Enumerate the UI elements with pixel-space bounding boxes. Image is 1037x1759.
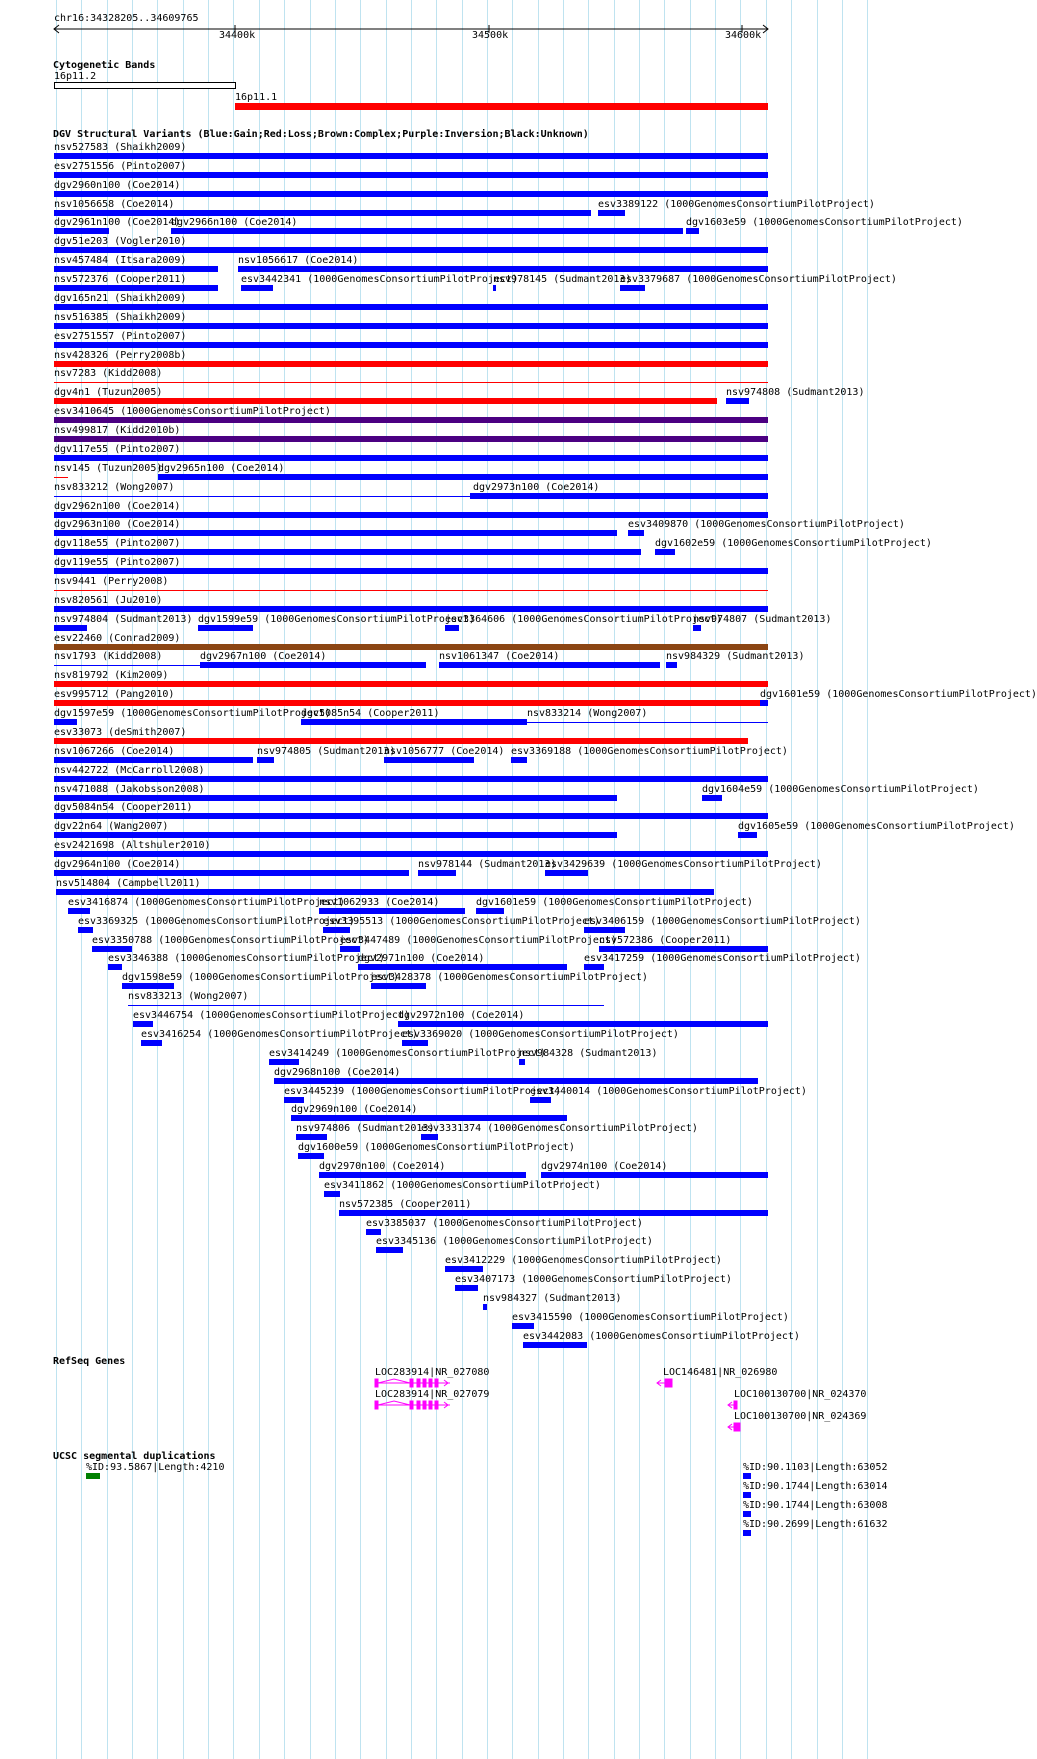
variant-bar[interactable] xyxy=(54,738,748,744)
grid-line xyxy=(386,0,387,1759)
variant-bar[interactable] xyxy=(257,757,274,763)
variant-bar[interactable] xyxy=(301,719,527,725)
variant-label: esv3440014 (1000GenomesConsortiumPilotProject) xyxy=(530,1086,807,1097)
variant-bar[interactable] xyxy=(598,210,625,216)
variant-label: dgv1604e59 (1000GenomesConsortiumPilotProject) xyxy=(702,784,979,795)
variant-bar[interactable] xyxy=(54,625,87,631)
grid-line xyxy=(766,0,767,1759)
variant-label: nsv833214 (Wong2007) xyxy=(527,708,648,719)
variant-label: dgv2963n100 (Coe2014) xyxy=(54,519,181,530)
variant-label: nsv499817 (Kidd2010b) xyxy=(54,425,181,436)
variant-bar[interactable] xyxy=(133,1021,153,1027)
variant-bar[interactable] xyxy=(54,813,768,819)
variant-label: nsv984329 (Sudmant2013) xyxy=(666,651,805,662)
variant-bar[interactable] xyxy=(512,1323,534,1329)
variant-bar[interactable] xyxy=(54,568,768,574)
variant-bar[interactable] xyxy=(371,983,426,989)
variant-label: esv3369325 (1000GenomesConsortiumPilotProject) xyxy=(78,916,355,927)
track-title-refseq-genes[interactable]: RefSeq Genes xyxy=(53,1356,126,1367)
variant-label: dgv4n1 (Tuzun2005) xyxy=(54,387,163,398)
variant-bar[interactable] xyxy=(158,474,768,480)
gene-label: LOC283914|NR_027079 xyxy=(375,1389,490,1400)
grid-line xyxy=(360,0,361,1759)
variant-label: nsv978145 (Sudmant2013) xyxy=(493,274,632,285)
variant-label: dgv2971n100 (Coe2014) xyxy=(358,953,485,964)
variant-bar[interactable] xyxy=(319,908,465,914)
variant-label: nsv974804 (Sudmant2013) xyxy=(54,614,193,625)
grid-line xyxy=(817,0,818,1759)
gene-model-nr-026980 xyxy=(657,1379,672,1387)
variant-label: dgv2960n100 (Coe2014) xyxy=(54,180,181,191)
variant-label: esv3379687 (1000GenomesConsortiumPilotProject) xyxy=(620,274,897,285)
variant-bar[interactable] xyxy=(376,1247,403,1253)
segdup-feature[interactable] xyxy=(743,1473,751,1479)
grid-line xyxy=(538,0,539,1759)
gene-model-nr-027080 xyxy=(375,1379,450,1387)
variant-bar[interactable] xyxy=(54,700,768,706)
ruler-position-label: chr16:34328205..34609765 xyxy=(54,13,199,24)
variant-bar[interactable] xyxy=(54,477,68,478)
gene-model-nr-024369 xyxy=(728,1423,740,1431)
variant-bar[interactable] xyxy=(530,1097,551,1103)
grid-line xyxy=(436,0,437,1759)
variant-label: nsv1056617 (Coe2014) xyxy=(238,255,359,266)
variant-bar[interactable] xyxy=(54,455,768,461)
variant-bar[interactable] xyxy=(402,1040,428,1046)
variant-bar[interactable] xyxy=(584,964,604,970)
variant-bar[interactable] xyxy=(54,644,768,650)
variant-label: dgv1603e59 (1000GenomesConsortiumPilotProject) xyxy=(686,217,963,228)
variant-label: dgv2970n100 (Coe2014) xyxy=(319,1161,446,1172)
variant-bar[interactable] xyxy=(738,832,757,838)
variant-label: dgv1605e59 (1000GenomesConsortiumPilotProject) xyxy=(738,821,1015,832)
variant-label: dgv117e55 (Pinto2007) xyxy=(54,444,181,455)
variant-bar[interactable] xyxy=(296,1134,327,1140)
variant-label: nsv984328 (Sudmant2013) xyxy=(519,1048,658,1059)
variant-bar[interactable] xyxy=(54,342,768,348)
grid-line xyxy=(411,0,412,1759)
grid-line xyxy=(487,0,488,1759)
variant-label: esv3345136 (1000GenomesConsortiumPilotProject) xyxy=(376,1236,653,1247)
variant-bar[interactable] xyxy=(686,228,699,234)
variant-bar[interactable] xyxy=(54,172,768,178)
variant-label: dgv2974n100 (Coe2014) xyxy=(541,1161,668,1172)
gene-model-nr-027079 xyxy=(375,1401,450,1409)
variant-bar[interactable] xyxy=(693,625,701,631)
grid-line xyxy=(639,0,640,1759)
segdup-feature[interactable] xyxy=(86,1473,100,1479)
variant-label: nsv527583 (Shaikh2009) xyxy=(54,142,187,153)
variant-bar[interactable] xyxy=(54,870,409,876)
variant-label: nsv471088 (Jakobsson2008) xyxy=(54,784,205,795)
variant-bar[interactable] xyxy=(54,304,768,310)
ruler-scale[interactable] xyxy=(0,22,890,62)
variant-bar[interactable] xyxy=(54,496,470,497)
grid-line xyxy=(614,0,615,1759)
gene-model-nr-024370 xyxy=(728,1401,737,1409)
variant-label: dgv2968n100 (Coe2014) xyxy=(274,1067,401,1078)
tick-label-34500k: 34500k xyxy=(472,30,509,41)
variant-bar[interactable] xyxy=(108,964,122,970)
variant-label: nsv572386 (Cooper2011) xyxy=(599,935,732,946)
band-16p11-1[interactable] xyxy=(235,103,768,110)
variant-bar[interactable] xyxy=(78,927,93,933)
segdup-feature[interactable] xyxy=(743,1511,751,1517)
variant-label: esv3331374 (1000GenomesConsortiumPilotProject) xyxy=(421,1123,698,1134)
variant-label: nsv9441 (Perry2008) xyxy=(54,576,169,587)
variant-label: esv22460 (Conrad2009) xyxy=(54,633,181,644)
variant-bar[interactable] xyxy=(760,700,768,706)
variant-label: esv3414249 (1000GenomesConsortiumPilotProject) xyxy=(269,1048,546,1059)
variant-bar[interactable] xyxy=(291,1115,567,1121)
variant-label: esv2751557 (Pinto2007) xyxy=(54,331,187,342)
band-label-16p11-1: 16p11.1 xyxy=(235,92,278,103)
variant-label: esv3411862 (1000GenomesConsortiumPilotProject) xyxy=(324,1180,601,1191)
variant-bar[interactable] xyxy=(56,889,714,895)
variant-label: esv2421698 (Altshuler2010) xyxy=(54,840,211,851)
variant-label: dgv2969n100 (Coe2014) xyxy=(291,1104,418,1115)
grid-line xyxy=(512,0,513,1759)
segdup-feature[interactable] xyxy=(743,1492,751,1498)
variant-bar[interactable] xyxy=(128,1005,604,1006)
variant-label: dgv2973n100 (Coe2014) xyxy=(473,482,600,493)
variant-bar[interactable] xyxy=(54,681,768,687)
variant-label: dgv2964n100 (Coe2014) xyxy=(54,859,181,870)
grid-line xyxy=(842,0,843,1759)
variant-label: nsv1793 (Kidd2008) xyxy=(54,651,163,662)
grid-line xyxy=(588,0,589,1759)
gene-label: LOC146481|NR_026980 xyxy=(663,1367,778,1378)
track-title-cytogenetic-bands[interactable]: Cytogenetic Bands xyxy=(53,60,156,71)
variant-label: dgv2967n100 (Coe2014) xyxy=(200,651,327,662)
variant-bar[interactable] xyxy=(599,946,768,952)
variant-bar[interactable] xyxy=(54,512,768,518)
variant-bar[interactable] xyxy=(171,228,683,234)
variant-label: esv3416254 (1000GenomesConsortiumPilotProject) xyxy=(141,1029,418,1040)
grid-line xyxy=(664,0,665,1759)
variant-bar[interactable] xyxy=(54,285,218,291)
variant-bar[interactable] xyxy=(493,285,496,291)
variant-bar[interactable] xyxy=(620,285,645,291)
variant-bar[interactable] xyxy=(54,757,253,763)
variant-bar[interactable] xyxy=(418,870,456,876)
variant-label: nsv572385 (Cooper2011) xyxy=(339,1199,472,1210)
variant-label: nsv1067266 (Coe2014) xyxy=(54,746,175,757)
segdup-label: %ID:90.1744|Length:63014 xyxy=(743,1481,888,1492)
variant-label: esv3350788 (1000GenomesConsortiumPilotProject) xyxy=(92,935,369,946)
variant-bar[interactable] xyxy=(523,1342,587,1348)
variant-label: esv3369020 (1000GenomesConsortiumPilotProject) xyxy=(402,1029,679,1040)
variant-label: dgv2965n100 (Coe2014) xyxy=(158,463,285,474)
variant-label: nsv984327 (Sudmant2013) xyxy=(483,1293,622,1304)
grid-line xyxy=(563,0,564,1759)
variant-label: esv3389122 (1000GenomesConsortiumPilotProject) xyxy=(598,199,875,210)
variant-bar[interactable] xyxy=(445,625,459,631)
variant-bar[interactable] xyxy=(54,323,768,329)
variant-label: dgv118e55 (Pinto2007) xyxy=(54,538,181,549)
variant-label: esv3410645 (1000GenomesConsortiumPilotProject) xyxy=(54,406,331,417)
variant-bar[interactable] xyxy=(141,1040,162,1046)
variant-label: nsv1056777 (Coe2014) xyxy=(384,746,505,757)
variant-bar[interactable] xyxy=(298,1153,324,1159)
tick-label-34600k: 34600k xyxy=(725,30,762,41)
variant-label: nsv145 (Tuzun2005) xyxy=(54,463,163,474)
grid-line xyxy=(690,0,691,1759)
track-title-dgv[interactable]: DGV Structural Variants (Blue:Gain;Red:Loss;Brown:Complex;Purple:Inversion;Black:Unknown) xyxy=(53,129,589,140)
variant-label: esv3429639 (1000GenomesConsortiumPilotProject) xyxy=(545,859,822,870)
variant-label: nsv442722 (McCarroll2008) xyxy=(54,765,205,776)
grid-line xyxy=(715,0,716,1759)
variant-bar[interactable] xyxy=(323,927,350,933)
variant-bar[interactable] xyxy=(54,436,768,442)
variant-bar[interactable] xyxy=(54,665,200,666)
variant-label: esv3395513 (1000GenomesConsortiumPilotProject) xyxy=(323,916,600,927)
variant-label: nsv514804 (Campbell2011) xyxy=(56,878,201,889)
variant-label: esv3385037 (1000GenomesConsortiumPilotProject) xyxy=(366,1218,643,1229)
variant-bar[interactable] xyxy=(122,983,174,989)
grid-line xyxy=(462,0,463,1759)
variant-bar[interactable] xyxy=(54,228,109,234)
variant-label: nsv516385 (Shaikh2009) xyxy=(54,312,187,323)
variant-label: nsv833212 (Wong2007) xyxy=(54,482,175,493)
variant-bar[interactable] xyxy=(92,946,132,952)
variant-label: nsv974805 (Sudmant2013) xyxy=(257,746,396,757)
variant-label: esv995712 (Pang2010) xyxy=(54,689,175,700)
variant-label: esv3428378 (1000GenomesConsortiumPilotProject) xyxy=(371,972,648,983)
variant-bar[interactable] xyxy=(358,964,567,970)
variant-bar[interactable] xyxy=(324,1191,340,1197)
grid-line xyxy=(233,0,234,1759)
variant-label: nsv974806 (Sudmant2013) xyxy=(296,1123,435,1134)
variant-bar[interactable] xyxy=(198,625,253,631)
variant-bar[interactable] xyxy=(702,795,722,801)
variant-bar[interactable] xyxy=(384,757,474,763)
variant-label: dgv2961n100 (Coe2014) xyxy=(54,217,181,228)
variant-bar[interactable] xyxy=(54,776,768,782)
variant-label: dgv51e203 (Vogler2010) xyxy=(54,236,187,247)
variant-bar[interactable] xyxy=(666,662,677,668)
grid-line xyxy=(791,0,792,1759)
gene-label: LOC100130700|NR_024370 xyxy=(734,1389,867,1400)
variant-label: dgv1601e59 (1000GenomesConsortiumPilotProject) xyxy=(760,689,1037,700)
variant-bar[interactable] xyxy=(54,191,768,197)
variant-bar[interactable] xyxy=(455,1285,478,1291)
variant-bar[interactable] xyxy=(726,398,749,404)
variant-bar[interactable] xyxy=(54,719,77,725)
segdup-feature[interactable] xyxy=(743,1530,751,1536)
variant-label: esv3412229 (1000GenomesConsortiumPilotProject) xyxy=(445,1255,722,1266)
variant-label: esv3415590 (1000GenomesConsortiumPilotProject) xyxy=(512,1312,789,1323)
variant-label: nsv974807 (Sudmant2013) xyxy=(693,614,832,625)
variant-label: esv3369188 (1000GenomesConsortiumPilotProject) xyxy=(511,746,788,757)
variant-bar[interactable] xyxy=(200,662,426,668)
variant-bar[interactable] xyxy=(54,361,768,367)
variant-label: esv3416874 (1000GenomesConsortiumPilotProject) xyxy=(68,897,345,908)
segdup-label: %ID:90.1103|Length:63052 xyxy=(743,1462,888,1473)
variant-bar[interactable] xyxy=(54,153,768,159)
variant-label: nsv457484 (Itsara2009) xyxy=(54,255,187,266)
variant-bar[interactable] xyxy=(339,1210,768,1216)
variant-label: nsv1061347 (Coe2014) xyxy=(439,651,560,662)
grid-line xyxy=(740,0,741,1759)
variant-label: nsv572376 (Cooper2011) xyxy=(54,274,187,285)
variant-label: nsv820561 (Ju2010) xyxy=(54,595,163,606)
variant-label: nsv833213 (Wong2007) xyxy=(128,991,249,1002)
variant-label: esv3406159 (1000GenomesConsortiumPilotProject) xyxy=(584,916,861,927)
variant-bar[interactable] xyxy=(238,266,768,272)
variant-label: nsv978144 (Sudmant2013) xyxy=(418,859,557,870)
variant-label: dgv1598e59 (1000GenomesConsortiumPilotProject) xyxy=(122,972,399,983)
variant-bar[interactable] xyxy=(519,1059,525,1065)
variant-label: esv3442083 (1000GenomesConsortiumPilotProject) xyxy=(523,1331,800,1342)
variant-label: esv33073 (deSmith2007) xyxy=(54,727,187,738)
variant-bar[interactable] xyxy=(470,493,768,499)
variant-label: dgv1601e59 (1000GenomesConsortiumPilotProject) xyxy=(476,897,753,908)
variant-label: dgv2972n100 (Coe2014) xyxy=(398,1010,525,1021)
variant-label: dgv1599e59 (1000GenomesConsortiumPilotProject) xyxy=(198,614,475,625)
variant-bar[interactable] xyxy=(241,285,273,291)
variant-bar[interactable] xyxy=(527,722,768,723)
grid-line xyxy=(208,0,209,1759)
variant-label: dgv5084n54 (Cooper2011) xyxy=(54,802,193,813)
segdup-label: %ID:90.2699|Length:61632 xyxy=(743,1519,888,1530)
variant-bar[interactable] xyxy=(366,1229,381,1235)
variant-label: esv2751556 (Pinto2007) xyxy=(54,161,187,172)
variant-bar[interactable] xyxy=(628,530,644,536)
variant-bar[interactable] xyxy=(439,662,660,668)
variant-bar[interactable] xyxy=(54,851,768,857)
variant-label: dgv1600e59 (1000GenomesConsortiumPilotProject) xyxy=(298,1142,575,1153)
variant-label: esv3364606 (1000GenomesConsortiumPilotProject) xyxy=(445,614,722,625)
variant-bar[interactable] xyxy=(54,549,641,555)
variant-label: dgv1597e59 (1000GenomesConsortiumPilotProject) xyxy=(54,708,331,719)
segdup-label: %ID:93.5867|Length:4210 xyxy=(86,1462,225,1473)
variant-bar[interactable] xyxy=(269,1059,299,1065)
variant-bar[interactable] xyxy=(655,549,675,555)
variant-bar[interactable] xyxy=(54,247,768,253)
segdup-label: %ID:90.1744|Length:63008 xyxy=(743,1500,888,1511)
variant-label: esv3447489 (1000GenomesConsortiumPilotProject) xyxy=(340,935,617,946)
variant-label: dgv2962n100 (Coe2014) xyxy=(54,501,181,512)
variant-bar[interactable] xyxy=(54,606,768,612)
variant-bar[interactable] xyxy=(68,908,90,914)
variant-label: esv3407173 (1000GenomesConsortiumPilotProject) xyxy=(455,1274,732,1285)
variant-bar[interactable] xyxy=(421,1134,438,1140)
gene-label: LOC100130700|NR_024369 xyxy=(734,1411,867,1422)
variant-bar[interactable] xyxy=(54,832,617,838)
variant-label: nsv1056658 (Coe2014) xyxy=(54,199,175,210)
variant-label: dgv1602e59 (1000GenomesConsortiumPilotProject) xyxy=(655,538,932,549)
variant-label: nsv428326 (Perry2008b) xyxy=(54,350,187,361)
variant-bar[interactable] xyxy=(54,210,591,216)
variant-bar[interactable] xyxy=(476,908,504,914)
variant-bar[interactable] xyxy=(274,1078,758,1084)
variant-label: dgv2966n100 (Coe2014) xyxy=(171,217,298,228)
variant-bar[interactable] xyxy=(584,927,625,933)
variant-label: esv3346388 (1000GenomesConsortiumPilotProject) xyxy=(108,953,385,964)
grid-line xyxy=(867,0,868,1759)
track-title-segmental-duplications[interactable]: UCSC segmental duplications xyxy=(53,1451,216,1462)
variant-label: nsv1062933 (Coe2014) xyxy=(319,897,440,908)
variant-label: dgv165n21 (Shaikh2009) xyxy=(54,293,187,304)
variant-bar[interactable] xyxy=(545,870,588,876)
variant-label: dgv22n64 (Wang2007) xyxy=(54,821,169,832)
variant-bar[interactable] xyxy=(284,1097,304,1103)
gene-label: LOC283914|NR_027080 xyxy=(375,1367,490,1378)
variant-label: nsv819792 (Kim2009) xyxy=(54,670,169,681)
variant-bar[interactable] xyxy=(54,795,617,801)
variant-label: nsv974808 (Sudmant2013) xyxy=(726,387,865,398)
variant-bar[interactable] xyxy=(319,1172,526,1178)
variant-bar[interactable] xyxy=(445,1266,483,1272)
band-16p11-2[interactable] xyxy=(54,82,236,89)
variant-bar[interactable] xyxy=(483,1304,487,1310)
variant-label: esv3409870 (1000GenomesConsortiumPilotProject) xyxy=(628,519,905,530)
variant-bar[interactable] xyxy=(398,1021,768,1027)
variant-bar[interactable] xyxy=(54,382,768,383)
variant-bar[interactable] xyxy=(54,417,768,423)
variant-bar[interactable] xyxy=(541,1172,768,1178)
variant-bar[interactable] xyxy=(54,266,218,272)
variant-label: nsv7283 (Kidd2008) xyxy=(54,368,163,379)
gene-models[interactable] xyxy=(0,1367,890,1450)
variant-bar[interactable] xyxy=(54,530,617,536)
band-label-16p11-2: 16p11.2 xyxy=(54,71,97,82)
variant-label: esv3442341 (1000GenomesConsortiumPilotProject) xyxy=(241,274,518,285)
variant-bar[interactable] xyxy=(511,757,527,763)
variant-bar[interactable] xyxy=(54,590,768,591)
variant-label: dgv119e55 (Pinto2007) xyxy=(54,557,181,568)
variant-label: esv3446754 (1000GenomesConsortiumPilotProject) xyxy=(133,1010,410,1021)
variant-bar[interactable] xyxy=(340,946,360,952)
variant-label: dgv5085n54 (Cooper2011) xyxy=(301,708,440,719)
variant-label: esv3417259 (1000GenomesConsortiumPilotProject) xyxy=(584,953,861,964)
variant-label: esv3445239 (1000GenomesConsortiumPilotProject) xyxy=(284,1086,561,1097)
variant-bar[interactable] xyxy=(54,398,717,404)
tick-label-34400k: 34400k xyxy=(219,30,256,41)
